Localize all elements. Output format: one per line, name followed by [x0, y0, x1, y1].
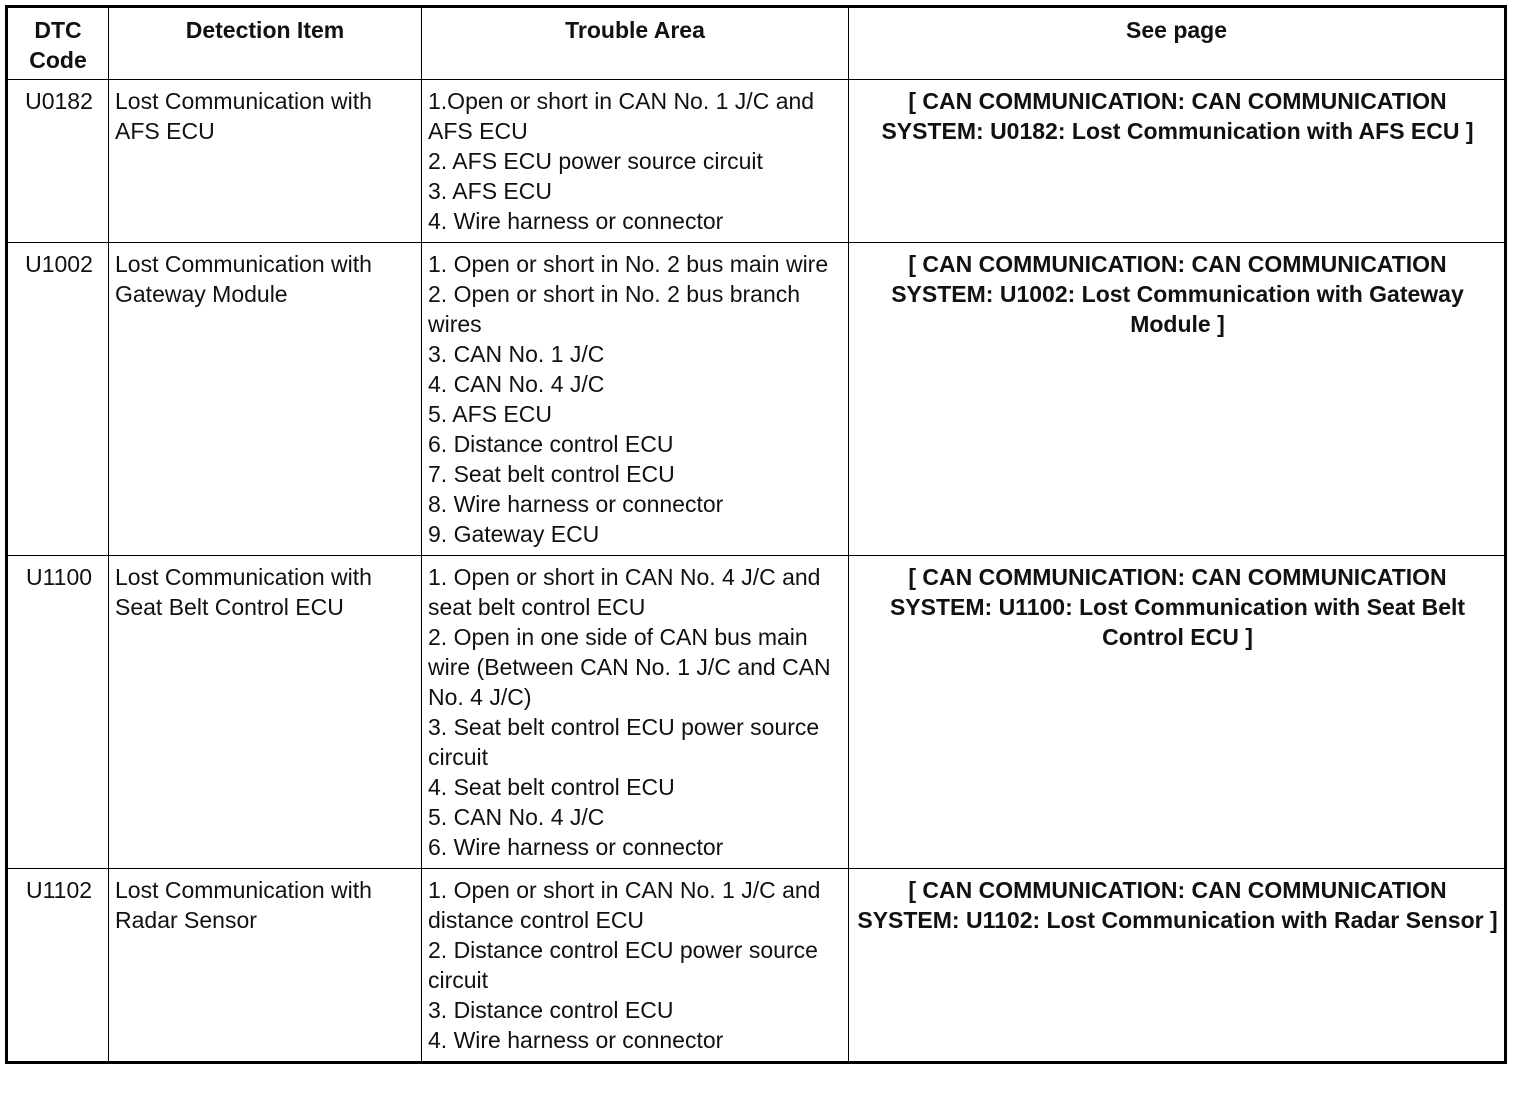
detection-item-cell: Lost Communication with AFS ECU	[109, 80, 422, 243]
trouble-area-cell	[422, 556, 849, 869]
header-dtc-code-line1: DTC	[34, 17, 82, 43]
trouble-area-line: 6. Distance control ECU	[428, 431, 674, 457]
trouble-area-line: 2. Open or short in No. 2 bus branch wires	[428, 281, 801, 337]
trouble-area-cell	[422, 869, 849, 1063]
trouble-area-line: 5. AFS ECU	[428, 401, 552, 427]
see-page-link[interactable]: [ CAN COMMUNICATION: CAN COMMUNICATION SYSTEM: U1002: Lost Communication with Gateway Module ]	[849, 243, 1506, 556]
detection-item-cell: Lost Communication with Gateway Module	[109, 243, 422, 556]
see-page-link[interactable]: [ CAN COMMUNICATION: CAN COMMUNICATION SYSTEM: U0182: Lost Communication with AFS ECU ]	[849, 80, 1506, 243]
trouble-area-line: 2. Open in one side of CAN bus main wire (Between CAN No. 1 J/C and CAN No. 4 J/C)	[428, 624, 831, 710]
header-trouble-area: Trouble Area	[422, 7, 849, 80]
dtc-code-cell: U1102	[7, 869, 109, 1063]
header-dtc-code	[7, 7, 109, 80]
trouble-area-line: 1.Open or short in CAN No. 1 J/C and AFS ECU	[428, 88, 815, 144]
dtc-code-cell: U1100	[7, 556, 109, 869]
trouble-area-line: 9. Gateway ECU	[428, 521, 600, 547]
header-see-page: See page	[849, 7, 1506, 80]
trouble-area-line: 3. CAN No. 1 J/C	[428, 341, 605, 367]
trouble-area-line: 1. Open or short in No. 2 bus main wire	[428, 251, 829, 277]
header-dtc-code-line2: Code	[29, 47, 87, 73]
detection-item-cell: Lost Communication with Radar Sensor	[109, 869, 422, 1063]
dtc-table	[5, 5, 1507, 1064]
trouble-area-line: 4. Wire harness or connector	[428, 1027, 724, 1053]
trouble-area-line: 1. Open or short in CAN No. 4 J/C and seat belt control ECU	[428, 564, 821, 620]
table-row	[7, 556, 1506, 869]
see-page-link[interactable]: [ CAN COMMUNICATION: CAN COMMUNICATION SYSTEM: U1100: Lost Communication with Seat Belt Control ECU ]	[849, 556, 1506, 869]
dtc-code-cell: U0182	[7, 80, 109, 243]
trouble-area-line: 3. AFS ECU	[428, 178, 552, 204]
trouble-area-line: 4. CAN No. 4 J/C	[428, 371, 605, 397]
trouble-area-line: 8. Wire harness or connector	[428, 491, 724, 517]
dtc-code-cell: U1002	[7, 243, 109, 556]
header-detection-item: Detection Item	[109, 7, 422, 80]
trouble-area-line: 4. Wire harness or connector	[428, 208, 724, 234]
trouble-area-line: 6. Wire harness or connector	[428, 834, 724, 860]
trouble-area-line: 2. Distance control ECU power source circuit	[428, 937, 818, 993]
trouble-area-line: 2. AFS ECU power source circuit	[428, 148, 763, 174]
trouble-area-line: 4. Seat belt control ECU	[428, 774, 675, 800]
detection-item-cell: Lost Communication with Seat Belt Control ECU	[109, 556, 422, 869]
table-row	[7, 869, 1506, 1063]
trouble-area-line: 3. Seat belt control ECU power source circuit	[428, 714, 820, 770]
see-page-link[interactable]: [ CAN COMMUNICATION: CAN COMMUNICATION SYSTEM: U1102: Lost Communication with Radar Sensor ]	[849, 869, 1506, 1063]
trouble-area-line: 7. Seat belt control ECU	[428, 461, 675, 487]
table-row	[7, 80, 1506, 243]
trouble-area-line: 3. Distance control ECU	[428, 997, 674, 1023]
header-row	[7, 7, 1506, 80]
trouble-area-cell	[422, 243, 849, 556]
trouble-area-cell	[422, 80, 849, 243]
table-row	[7, 243, 1506, 556]
trouble-area-line: 1. Open or short in CAN No. 1 J/C and distance control ECU	[428, 877, 821, 933]
trouble-area-line: 5. CAN No. 4 J/C	[428, 804, 605, 830]
